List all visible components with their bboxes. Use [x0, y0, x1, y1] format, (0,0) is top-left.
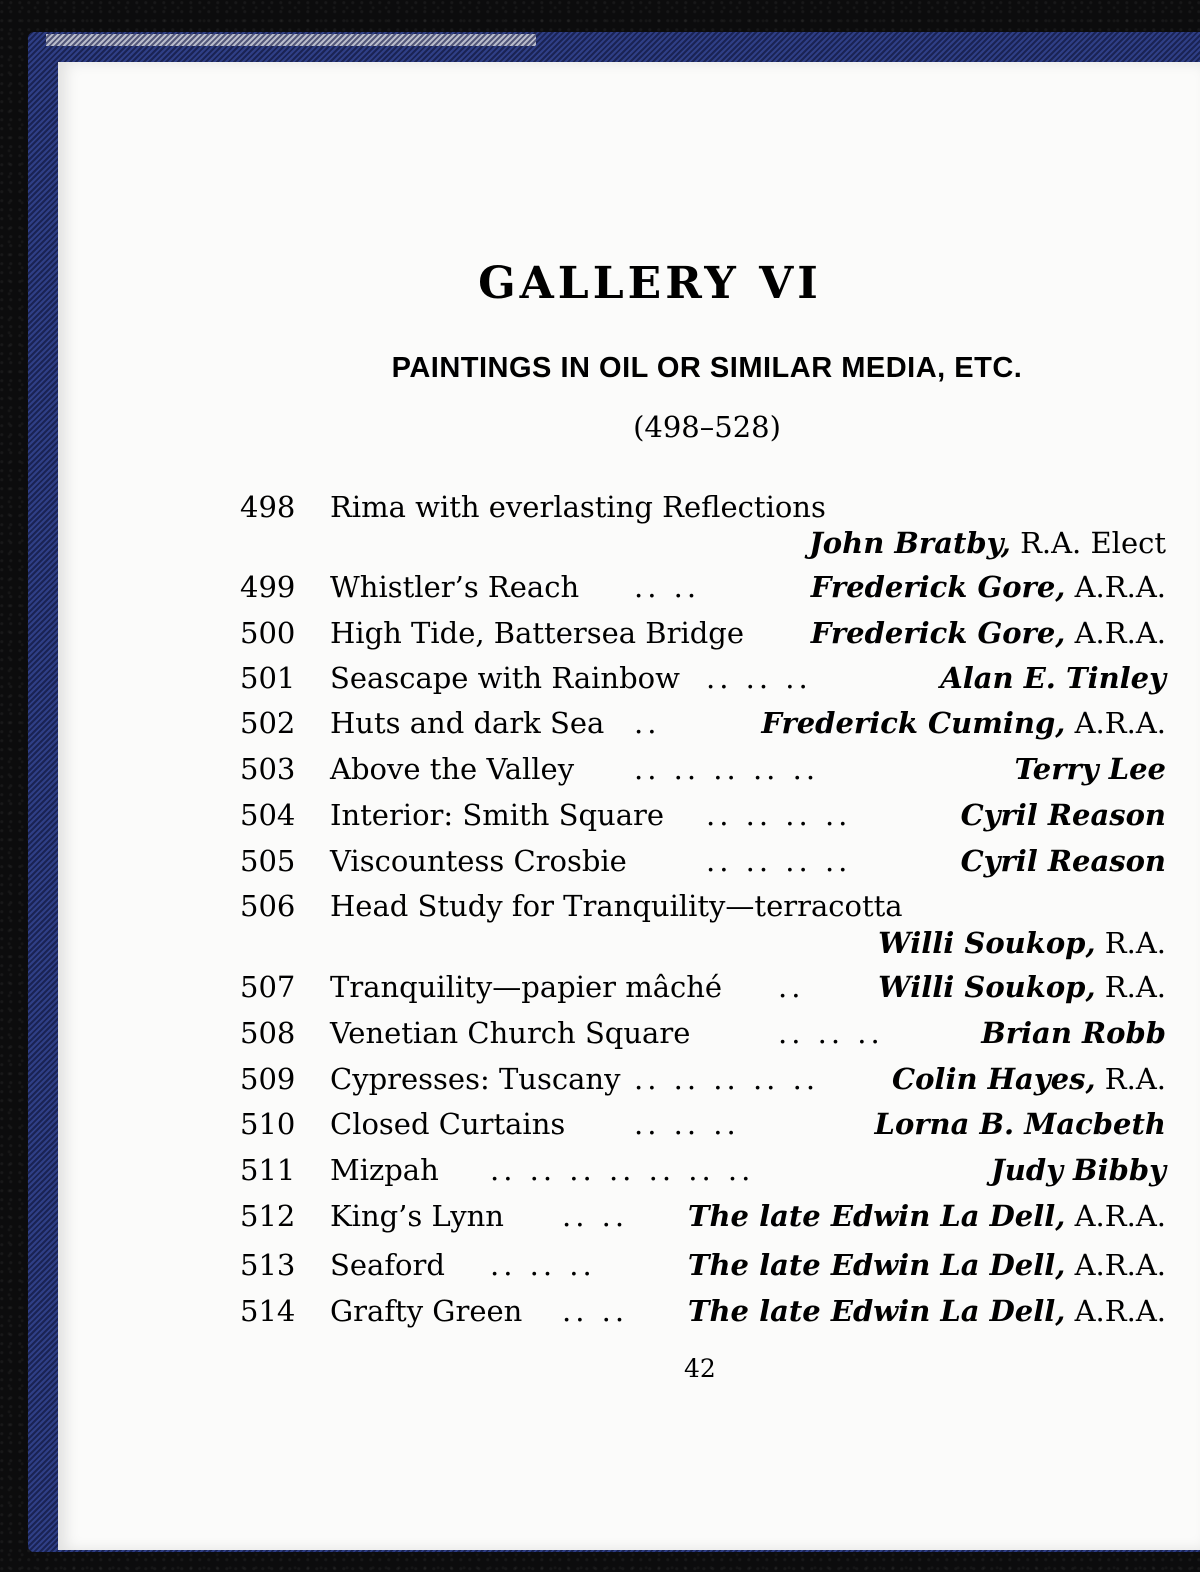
entry-title: Head Study for Tranquility—terracotta	[330, 889, 903, 923]
catalogue-range: (498–528)	[633, 410, 781, 444]
entry-title: Huts and dark Sea	[330, 706, 605, 740]
catalogue-entry	[0, 752, 1200, 792]
entry-title: Rima with everlasting Reflections	[330, 490, 826, 524]
entry-title: Venetian Church Square	[330, 1016, 691, 1050]
artist-name: Frederick Gore,	[810, 570, 1066, 604]
artist-honours: A.R.A.	[1074, 1199, 1166, 1233]
entry-artist	[811, 616, 1166, 650]
catalogue-entry	[0, 1248, 1200, 1288]
dot-leader: .. .. .. ..	[706, 798, 852, 832]
artist-honours: A.R.A.	[1074, 706, 1166, 740]
artist-name: Cyril Reason	[960, 798, 1166, 832]
artist-honours: A.R.A.	[1074, 616, 1166, 650]
artist-name: Frederick Cuming,	[761, 706, 1066, 740]
artist-name: Alan E. Tinley	[940, 661, 1166, 695]
page-number: 42	[684, 1354, 716, 1383]
entry-number: 513	[240, 1248, 296, 1282]
entry-artist	[878, 926, 1166, 960]
dot-leader: .. .. ..	[490, 1248, 596, 1282]
entry-title: Cypresses: Tuscany	[330, 1062, 621, 1096]
entry-number: 499	[240, 570, 296, 604]
entry-artist	[875, 1107, 1166, 1141]
dot-leader: .. .. .. ..	[706, 844, 852, 878]
catalogue-entry-artist-line	[0, 526, 1200, 566]
entry-artist	[688, 1248, 1166, 1282]
entry-artist	[981, 1016, 1166, 1050]
entry-artist	[991, 1153, 1166, 1187]
artist-honours: A.R.A.	[1074, 570, 1166, 604]
dot-leader: .. .. ..	[706, 661, 812, 695]
entry-number: 501	[240, 661, 296, 695]
dot-leader: .. ..	[562, 1294, 629, 1328]
entry-title: Above the Valley	[330, 752, 575, 786]
artist-honours: A.R.A.	[1074, 1248, 1166, 1282]
book-cover-edge	[46, 34, 536, 46]
dot-leader: .. .. .. .. ..	[634, 1062, 820, 1096]
entry-artist	[1015, 752, 1167, 786]
entry-number: 514	[240, 1294, 296, 1328]
entry-number: 505	[240, 844, 296, 878]
entry-artist	[878, 970, 1166, 1004]
catalogue-entry	[0, 889, 1200, 929]
catalogue-entry	[0, 1294, 1200, 1334]
entry-number: 502	[240, 706, 296, 740]
catalogue-entry	[0, 661, 1200, 701]
artist-honours: A.R.A.	[1074, 1294, 1166, 1328]
artist-name: The late Edwin La Dell,	[687, 1199, 1066, 1233]
artist-name: Brian Robb	[981, 1016, 1166, 1050]
catalogue-entry	[0, 616, 1200, 656]
dot-leader: .. .. ..	[778, 1016, 884, 1050]
catalogue-entry	[0, 706, 1200, 746]
catalogue-entry	[0, 844, 1200, 884]
entry-title: Mizpah	[330, 1153, 439, 1187]
artist-name: Frederick Gore,	[810, 616, 1066, 650]
entry-artist	[761, 706, 1166, 740]
artist-honours: R.A.	[1104, 1062, 1166, 1096]
entry-artist	[961, 798, 1166, 832]
entry-title: Seascape with Rainbow	[330, 661, 680, 695]
entry-artist	[809, 526, 1166, 560]
entry-number: 500	[240, 616, 296, 650]
entry-title: Tranquility—papier mâché	[330, 970, 723, 1004]
artist-name: Cyril Reason	[960, 844, 1166, 878]
entry-artist	[688, 1294, 1166, 1328]
entry-title: High Tide, Battersea Bridge	[330, 616, 745, 650]
entry-artist	[940, 661, 1166, 695]
entry-title: King’s Lynn	[330, 1199, 504, 1233]
dot-leader: .. .. .. .. .. .. ..	[490, 1153, 755, 1187]
entry-number: 511	[240, 1153, 296, 1187]
entry-number: 504	[240, 798, 296, 832]
entry-title: Interior: Smith Square	[330, 798, 665, 832]
dot-leader: .. ..	[562, 1199, 629, 1233]
catalogue-entry	[0, 1153, 1200, 1193]
catalogue-entry	[0, 490, 1200, 530]
dot-leader: .. ..	[634, 570, 701, 604]
gallery-title: GALLERY VI	[478, 258, 822, 309]
catalogue-entry	[0, 970, 1200, 1010]
entry-artist	[811, 570, 1166, 604]
artist-name: Terry Lee	[1014, 752, 1166, 786]
entry-number: 509	[240, 1062, 296, 1096]
entry-number: 510	[240, 1107, 296, 1141]
artist-honours: R.A. Elect	[1020, 526, 1166, 560]
entry-title: Closed Curtains	[330, 1107, 566, 1141]
catalogue-entry	[0, 1199, 1200, 1239]
artist-honours: R.A.	[1104, 926, 1166, 960]
dot-leader: ..	[778, 970, 805, 1004]
artist-name: The late Edwin La Dell,	[687, 1294, 1066, 1328]
artist-name: Willi Soukop,	[878, 926, 1096, 960]
artist-name: The late Edwin La Dell,	[687, 1248, 1066, 1282]
entry-title: Seaford	[330, 1248, 445, 1282]
entry-artist	[961, 844, 1166, 878]
entry-title: Grafty Green	[330, 1294, 523, 1328]
entry-number: 498	[240, 490, 296, 524]
entry-number: 506	[240, 889, 296, 923]
entry-artist	[688, 1199, 1166, 1233]
section-subtitle: PAINTINGS IN OIL OR SIMILAR MEDIA, ETC.	[391, 352, 1023, 384]
catalogue-entry	[0, 1062, 1200, 1102]
dot-leader: .. .. ..	[634, 1107, 740, 1141]
artist-name: John Bratby,	[809, 526, 1011, 560]
artist-name: Willi Soukop,	[878, 970, 1096, 1004]
entry-number: 507	[240, 970, 296, 1004]
dot-leader: .. .. .. .. ..	[634, 752, 820, 786]
catalogue-entry	[0, 1107, 1200, 1147]
artist-name: Colin Hayes,	[892, 1062, 1096, 1096]
artist-name: Judy Bibby	[991, 1153, 1166, 1187]
catalogue-entry	[0, 570, 1200, 610]
entry-artist	[892, 1062, 1166, 1096]
entry-number: 508	[240, 1016, 296, 1050]
catalogue-entry-artist-line	[0, 926, 1200, 966]
catalogue-entry	[0, 1016, 1200, 1056]
entry-title: Viscountess Crosbie	[330, 844, 627, 878]
entry-number: 503	[240, 752, 296, 786]
artist-name: Lorna B. Macbeth	[874, 1107, 1166, 1141]
artist-honours: R.A.	[1104, 970, 1166, 1004]
entry-number: 512	[240, 1199, 296, 1233]
dot-leader: ..	[634, 706, 661, 740]
entry-title: Whistler’s Reach	[330, 570, 580, 604]
catalogue-entry	[0, 798, 1200, 838]
